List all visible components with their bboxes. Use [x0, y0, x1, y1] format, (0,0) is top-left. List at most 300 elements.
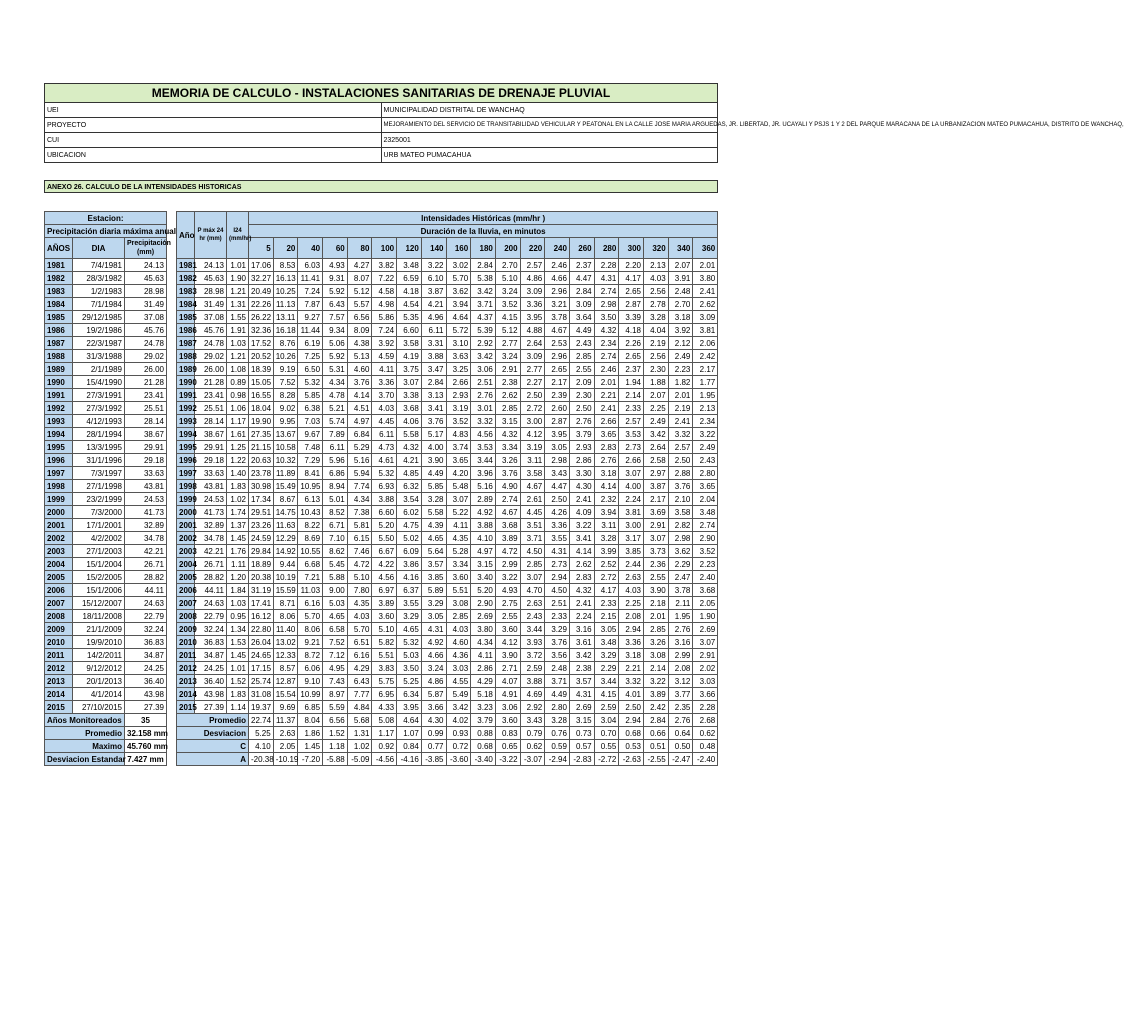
- pmax-cell: 44.11: [195, 584, 227, 597]
- intensity-cell: 31.08: [249, 688, 274, 701]
- summary-label: Desviacion Estandar: [45, 753, 125, 766]
- i24-cell: 1.03: [227, 337, 249, 350]
- intensity-cell: 5.20: [372, 519, 397, 532]
- summary-value: 2.84: [644, 714, 669, 727]
- intensity-cell: 5.89: [421, 584, 446, 597]
- intensity-cell: 3.85: [421, 571, 446, 584]
- intensity-cell: 7.80: [347, 584, 372, 597]
- intensity-cell: 4.64: [446, 311, 471, 324]
- table-row: [45, 558, 167, 571]
- table-row: [45, 584, 167, 597]
- summary-value: -3.07: [520, 753, 545, 766]
- precip-cell: 28.82: [125, 571, 167, 584]
- intensity-cell: 2.77: [520, 363, 545, 376]
- intensity-cell: 4.21: [397, 454, 422, 467]
- date-cell: 18/11/2008: [73, 610, 125, 623]
- pmax-cell: 26.71: [195, 558, 227, 571]
- date-cell: 9/12/2012: [73, 662, 125, 675]
- pmax-cell: 22.79: [195, 610, 227, 623]
- year-cell: 2012: [45, 662, 73, 675]
- duration-header: 220: [520, 238, 545, 259]
- intensity-cell: 3.52: [495, 298, 520, 311]
- intensity-cell: 3.24: [495, 285, 520, 298]
- intensity-cell: 2.86: [569, 454, 594, 467]
- intensity-cell: 2.92: [471, 337, 496, 350]
- intensity-cell: 2.04: [693, 493, 718, 506]
- intensity-cell: 18.04: [249, 402, 274, 415]
- intensity-cell: 4.35: [347, 597, 372, 610]
- year-cell: 2008: [45, 610, 73, 623]
- intensity-cell: 7.87: [298, 298, 323, 311]
- intensity-cell: 2.96: [545, 350, 570, 363]
- summary-value: 6.56: [323, 714, 348, 727]
- year-cell: 2006: [177, 584, 195, 597]
- intensity-cell: 3.01: [471, 402, 496, 415]
- summary-value: 5.08: [372, 714, 397, 727]
- intensity-cell: 7.10: [323, 532, 348, 545]
- intensity-cell: 24.65: [249, 649, 274, 662]
- intensity-cell: 4.06: [397, 415, 422, 428]
- year-cell: 1993: [177, 415, 195, 428]
- intensity-cell: 5.70: [347, 623, 372, 636]
- intensity-cell: 4.67: [495, 506, 520, 519]
- intensity-cell: 4.65: [323, 610, 348, 623]
- pmax-cell: 29.02: [195, 350, 227, 363]
- intensity-cell: 3.42: [569, 649, 594, 662]
- table-row: [177, 402, 718, 415]
- table-row: [45, 688, 167, 701]
- intensity-cell: 2.55: [495, 610, 520, 623]
- intensity-cell: 8.94: [323, 480, 348, 493]
- intensity-cell: 2.70: [495, 259, 520, 272]
- intensity-cell: 4.09: [569, 506, 594, 519]
- i24-cell: 0.95: [227, 610, 249, 623]
- intensity-cell: 5.17: [421, 428, 446, 441]
- date-cell: 27/3/1992: [73, 402, 125, 415]
- summary-row: [177, 753, 718, 766]
- intensity-cell: 2.30: [569, 389, 594, 402]
- summary-label: A: [177, 753, 249, 766]
- intensity-cell: 3.34: [446, 558, 471, 571]
- i24-cell: 1.20: [227, 571, 249, 584]
- summary-label: Maximo: [45, 740, 125, 753]
- precip-cell: 29.18: [125, 454, 167, 467]
- intensity-cell: 2.29: [668, 558, 693, 571]
- i24-cell: 1.01: [227, 662, 249, 675]
- table-row: [45, 363, 167, 376]
- intensity-cell: 3.22: [569, 519, 594, 532]
- summary-value: 3.43: [520, 714, 545, 727]
- year-cell: 1982: [45, 272, 73, 285]
- intensity-cell: 3.61: [569, 636, 594, 649]
- year-cell: 2002: [45, 532, 73, 545]
- summary-value: -2.55: [644, 753, 669, 766]
- intensity-cell: 4.15: [594, 688, 619, 701]
- intensity-cell: 3.50: [397, 662, 422, 675]
- intensity-cell: 1.95: [668, 610, 693, 623]
- intensity-cell: 3.79: [569, 428, 594, 441]
- date-cell: 14/2/2011: [73, 649, 125, 662]
- intensity-cell: 4.15: [495, 311, 520, 324]
- intensity-cell: 7.48: [298, 441, 323, 454]
- intensity-cell: 3.70: [372, 389, 397, 402]
- intensity-cell: 4.38: [347, 337, 372, 350]
- summary-value: 0.79: [520, 727, 545, 740]
- intensity-cell: 4.65: [397, 623, 422, 636]
- i24-cell: 1.83: [227, 688, 249, 701]
- pmax-cell: 33.63: [195, 467, 227, 480]
- intensity-cell: 2.76: [569, 415, 594, 428]
- table-row: [177, 610, 718, 623]
- intensity-cell: 2.28: [693, 701, 718, 714]
- intensity-cell: 2.17: [545, 376, 570, 389]
- table-row: [177, 597, 718, 610]
- intensity-cell: 6.95: [372, 688, 397, 701]
- intensity-cell: 2.07: [644, 389, 669, 402]
- table-row: [177, 298, 718, 311]
- table-row: [177, 636, 718, 649]
- pmax-cell: 23.41: [195, 389, 227, 402]
- intensity-cell: 2.52: [594, 558, 619, 571]
- intensity-cell: 1.77: [693, 376, 718, 389]
- pmax-cell: 28.98: [195, 285, 227, 298]
- intensity-cell: 5.03: [323, 597, 348, 610]
- intensity-cell: 3.32: [668, 428, 693, 441]
- precip-cell: 29.91: [125, 441, 167, 454]
- summary-value: 0.83: [495, 727, 520, 740]
- intensity-cell: 6.38: [298, 402, 323, 415]
- intensity-cell: 3.40: [471, 571, 496, 584]
- intensity-cell: 2.41: [569, 493, 594, 506]
- intensity-cell: 3.88: [372, 493, 397, 506]
- intensity-cell: 9.10: [298, 675, 323, 688]
- intensity-cell: 3.66: [693, 688, 718, 701]
- project-header: [44, 83, 1124, 163]
- intensity-cell: 3.78: [668, 584, 693, 597]
- intensity-cell: 3.44: [471, 454, 496, 467]
- intensity-cell: 4.47: [545, 480, 570, 493]
- intensity-cell: 2.49: [693, 441, 718, 454]
- intensity-cell: 15.54: [273, 688, 298, 701]
- intensity-cell: 2.13: [644, 259, 669, 272]
- intensity-cell: 3.81: [693, 324, 718, 337]
- precip-cell: 24.53: [125, 493, 167, 506]
- intensity-cell: 3.44: [594, 675, 619, 688]
- pmax-cell: 38.67: [195, 428, 227, 441]
- intensity-cell: 4.72: [495, 545, 520, 558]
- date-cell: 20/1/2013: [73, 675, 125, 688]
- intensity-cell: 5.02: [397, 532, 422, 545]
- intensity-cell: 2.15: [594, 610, 619, 623]
- intensity-cell: 5.58: [421, 506, 446, 519]
- precip-cell: 33.63: [125, 467, 167, 480]
- intensity-cell: 29.84: [249, 545, 274, 558]
- year-cell: 1982: [177, 272, 195, 285]
- intensity-cell: 4.11: [372, 363, 397, 376]
- intensity-cell: 3.99: [594, 545, 619, 558]
- summary-label: Años Monitoreados: [45, 714, 125, 727]
- intensity-cell: 2.09: [569, 376, 594, 389]
- intensity-cell: 6.86: [323, 467, 348, 480]
- intensity-cell: 4.21: [421, 298, 446, 311]
- intensity-cell: 3.09: [569, 298, 594, 311]
- pmax-cell: 32.24: [195, 623, 227, 636]
- intensity-cell: 2.66: [619, 454, 644, 467]
- intensity-cell: 2.74: [495, 493, 520, 506]
- intensity-cell: 3.58: [668, 506, 693, 519]
- pmax-cell: 29.91: [195, 441, 227, 454]
- pmax-cell: 21.28: [195, 376, 227, 389]
- year-cell: 1997: [177, 467, 195, 480]
- intensity-cell: 9.21: [298, 636, 323, 649]
- intensity-cell: 2.49: [668, 350, 693, 363]
- table-row: [45, 389, 167, 402]
- intensity-cell: 9.02: [273, 402, 298, 415]
- intensity-cell: 2.76: [471, 389, 496, 402]
- intensity-cell: 17.15: [249, 662, 274, 675]
- summary-value: -20.38: [249, 753, 274, 766]
- intensity-cell: 4.32: [397, 441, 422, 454]
- year-cell: 2010: [177, 636, 195, 649]
- intensity-cell: 3.00: [520, 415, 545, 428]
- intensity-cell: 4.92: [471, 506, 496, 519]
- intensity-cell: 10.55: [298, 545, 323, 558]
- year-cell: 2003: [45, 545, 73, 558]
- header-label: UBICACION: [45, 148, 382, 163]
- intensity-cell: 2.83: [569, 571, 594, 584]
- table-row: [177, 272, 718, 285]
- summary-row: [177, 727, 718, 740]
- intensity-cell: 5.25: [397, 675, 422, 688]
- intensity-cell: 25.74: [249, 675, 274, 688]
- intensity-cell: 3.22: [644, 675, 669, 688]
- summary-value: 7.427 mm: [125, 753, 167, 766]
- intensity-cell: 31.19: [249, 584, 274, 597]
- intensity-cell: 4.49: [545, 688, 570, 701]
- summary-value: -4.16: [397, 753, 422, 766]
- precip-cell: 31.49: [125, 298, 167, 311]
- intensity-cell: 4.03: [372, 402, 397, 415]
- intensity-cell: 4.78: [323, 389, 348, 402]
- duration-header: 260: [569, 238, 594, 259]
- intensity-cell: 2.35: [668, 701, 693, 714]
- intensity-cell: 4.32: [495, 428, 520, 441]
- intensity-cell: 2.41: [668, 415, 693, 428]
- intensity-cell: 13.11: [273, 311, 298, 324]
- intensity-cell: 15.05: [249, 376, 274, 389]
- intensity-cell: 4.85: [397, 467, 422, 480]
- intensity-cell: 3.60: [495, 623, 520, 636]
- intensity-cell: 7.77: [347, 688, 372, 701]
- intensity-cell: 4.73: [372, 441, 397, 454]
- summary-value: 3.15: [569, 714, 594, 727]
- intensity-cell: 3.05: [545, 441, 570, 454]
- intensity-cell: 2.24: [569, 610, 594, 623]
- intensity-cell: 2.21: [594, 389, 619, 402]
- intensity-cell: 2.08: [619, 610, 644, 623]
- year-cell: 2000: [45, 506, 73, 519]
- precip-cell: 26.71: [125, 558, 167, 571]
- intensity-cell: 20.63: [249, 454, 274, 467]
- intensity-cell: 2.72: [520, 402, 545, 415]
- intensity-cell: 3.28: [421, 493, 446, 506]
- intensity-cell: 3.93: [520, 636, 545, 649]
- intensity-cell: 8.53: [273, 259, 298, 272]
- summary-value: 32.158 mm: [125, 727, 167, 740]
- table-row: [177, 376, 718, 389]
- date-cell: 27/1/1998: [73, 480, 125, 493]
- summary-label: Promedio: [45, 727, 125, 740]
- duration-header: 120: [397, 238, 422, 259]
- table-row: [177, 649, 718, 662]
- intensity-cell: 4.32: [569, 584, 594, 597]
- intensity-cell: 6.58: [323, 623, 348, 636]
- intensity-cell: 3.72: [520, 649, 545, 662]
- intensity-cell: 2.64: [520, 337, 545, 350]
- precip-cell: 36.83: [125, 636, 167, 649]
- year-cell: 1987: [45, 337, 73, 350]
- year-cell: 2009: [45, 623, 73, 636]
- intensity-cell: 2.75: [495, 597, 520, 610]
- summary-row: [45, 714, 167, 727]
- intensity-cell: 5.70: [446, 272, 471, 285]
- year-cell: 2015: [177, 701, 195, 714]
- intensity-cell: 3.18: [619, 649, 644, 662]
- summary-value: 2.94: [619, 714, 644, 727]
- intensity-cell: 2.01: [668, 389, 693, 402]
- intensity-cell: 3.07: [397, 376, 422, 389]
- intensity-cell: 4.83: [446, 428, 471, 441]
- intensity-cell: 3.08: [644, 649, 669, 662]
- intensity-cell: 27.35: [249, 428, 274, 441]
- intensity-cell: 3.02: [446, 259, 471, 272]
- intensity-cell: 9.00: [323, 584, 348, 597]
- table-row: [177, 493, 718, 506]
- date-cell: 27/1/2003: [73, 545, 125, 558]
- date-cell: 27/10/2015: [73, 701, 125, 714]
- intensity-cell: 9.95: [273, 415, 298, 428]
- summary-value: -4.56: [372, 753, 397, 766]
- date-cell: 28/3/1982: [73, 272, 125, 285]
- intensity-cell: 2.34: [693, 415, 718, 428]
- intensity-cell: 3.12: [668, 675, 693, 688]
- intensity-cell: 5.38: [471, 272, 496, 285]
- summary-value: -3.22: [495, 753, 520, 766]
- year-cell: 1986: [45, 324, 73, 337]
- table-row: [177, 259, 718, 272]
- precip-cell: 27.39: [125, 701, 167, 714]
- year-cell: 2013: [45, 675, 73, 688]
- intensity-cell: 3.76: [495, 467, 520, 480]
- intensity-cell: 3.00: [619, 519, 644, 532]
- intensity-cell: 8.76: [273, 337, 298, 350]
- intensity-cell: 4.92: [421, 636, 446, 649]
- summary-row: [45, 727, 167, 740]
- intensity-cell: 2.18: [644, 597, 669, 610]
- year-cell: 2002: [177, 532, 195, 545]
- date-cell: 7/3/2000: [73, 506, 125, 519]
- intensity-cell: 3.95: [397, 701, 422, 714]
- table-row: [45, 545, 167, 558]
- intensity-cell: 3.95: [545, 428, 570, 441]
- intensity-cell: 11.89: [273, 467, 298, 480]
- year-cell: 2001: [45, 519, 73, 532]
- table-row: [45, 285, 167, 298]
- intensity-cell: 2.50: [545, 493, 570, 506]
- intensity-cell: 3.89: [644, 688, 669, 701]
- intensity-cell: 2.51: [471, 376, 496, 389]
- intensity-cell: 2.60: [545, 402, 570, 415]
- pmax-cell: 32.89: [195, 519, 227, 532]
- year-cell: 1995: [177, 441, 195, 454]
- intensity-cell: 3.36: [372, 376, 397, 389]
- date-cell: 22/3/1987: [73, 337, 125, 350]
- intensity-cell: 6.43: [347, 675, 372, 688]
- intensity-cell: 2.65: [619, 285, 644, 298]
- year-cell: 1988: [177, 350, 195, 363]
- table-row: [45, 376, 167, 389]
- intensity-cell: 15.49: [273, 480, 298, 493]
- table-row: [177, 389, 718, 402]
- intensity-cell: 8.67: [273, 493, 298, 506]
- intensity-cell: 4.47: [569, 272, 594, 285]
- col-precip-header: Precipitación (mm): [125, 238, 167, 259]
- intensity-cell: 2.62: [495, 389, 520, 402]
- intensity-cell: 4.37: [471, 311, 496, 324]
- table-row: [45, 623, 167, 636]
- year-cell: 1986: [177, 324, 195, 337]
- intensity-cell: 3.88: [421, 350, 446, 363]
- intensity-cell: 2.41: [569, 597, 594, 610]
- intensity-cell: 4.45: [372, 415, 397, 428]
- intensity-cell: 2.25: [644, 402, 669, 415]
- intensity-cell: 2.66: [594, 415, 619, 428]
- i24-cell: 1.76: [227, 545, 249, 558]
- intensity-cell: 4.39: [421, 519, 446, 532]
- intensity-cell: 3.36: [545, 519, 570, 532]
- intensity-cell: 3.32: [471, 415, 496, 428]
- intensity-cell: 3.47: [421, 363, 446, 376]
- summary-value: 0.50: [668, 740, 693, 753]
- intensity-cell: 2.90: [471, 597, 496, 610]
- intensity-cell: 4.59: [372, 350, 397, 363]
- intensity-cell: 2.85: [495, 402, 520, 415]
- intensity-cell: 6.11: [421, 324, 446, 337]
- summary-value: 0.73: [569, 727, 594, 740]
- intensity-cell: 3.78: [545, 311, 570, 324]
- intensity-cell: 2.88: [668, 467, 693, 480]
- intensity-cell: 4.19: [397, 350, 422, 363]
- duration-header: 80: [347, 238, 372, 259]
- year-cell: 2005: [177, 571, 195, 584]
- year-cell: 1999: [45, 493, 73, 506]
- intensity-cell: 1.95: [693, 389, 718, 402]
- intensity-cell: 4.93: [323, 259, 348, 272]
- intensity-cell: 11.63: [273, 519, 298, 532]
- intensity-cell: 3.87: [421, 285, 446, 298]
- intensity-cell: 3.07: [644, 532, 669, 545]
- i24-cell: 1.21: [227, 285, 249, 298]
- pmax-cell: 25.51: [195, 402, 227, 415]
- intensity-cell: 4.11: [471, 649, 496, 662]
- intensity-cell: 3.86: [397, 558, 422, 571]
- summary-value: -5.09: [347, 753, 372, 766]
- table-row: [45, 402, 167, 415]
- intensity-cell: 3.55: [397, 597, 422, 610]
- intensity-cell: 10.32: [273, 454, 298, 467]
- duration-header: 360: [693, 238, 718, 259]
- intensity-cell: 4.16: [397, 571, 422, 584]
